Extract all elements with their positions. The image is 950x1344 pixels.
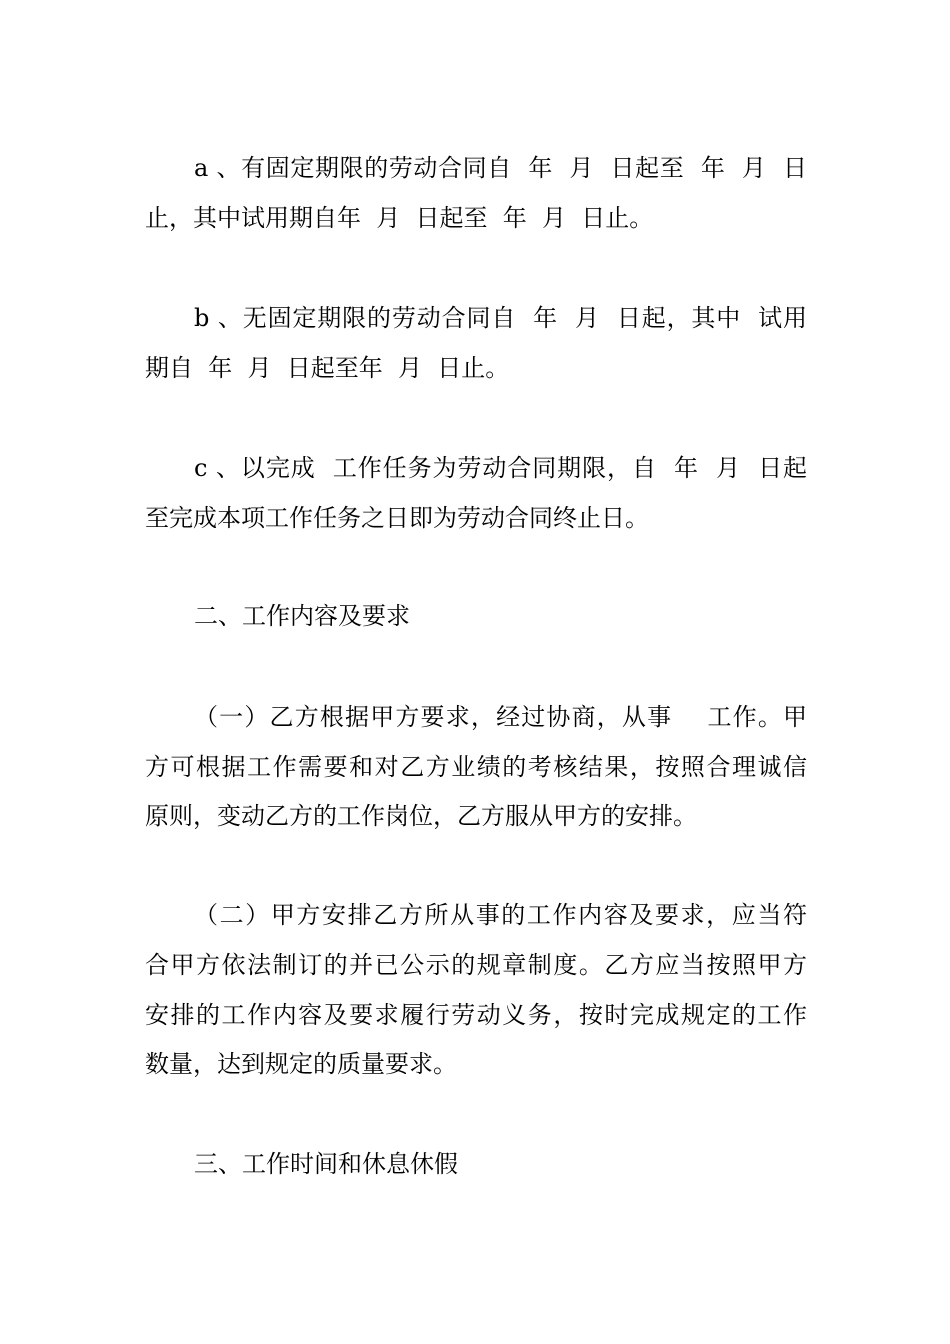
paragraph-1-line-3: 原则，变动乙方的工作岗位，乙方服从甲方的安排。 [145,802,697,830]
paragraph-2-line-2: 合甲方依法制订的并已公示的规章制度。乙方应当按照甲方 [145,951,807,979]
paragraph-c-line-2: 至完成本项工作任务之日即为劳动合同终止日。 [145,504,649,532]
paragraph-2-line-4: 数量，达到规定的质量要求。 [145,1050,457,1078]
paragraph-a-line-2: 止，其中试用期自年 月 日起至 年 月 日止。 [145,204,654,232]
paragraph-1-line-2: 方可根据工作需要和对乙方业绩的考核结果，按照合理诚信 [145,753,807,781]
paragraph-b-line-2: 期自 年 月 日起至年 月 日止。 [145,354,510,382]
section-heading-2: 二、工作内容及要求 [194,602,410,630]
paragraph-a-line-1: a 、有固定期限的劳动合同自 年 月 日起至 年 月 日 [194,154,807,182]
paragraph-2-line-1: （二）甲方安排乙方所从事的工作内容及要求，应当符 [194,901,807,929]
paragraph-b-line-1: b 、无固定期限的劳动合同自 年 月 日起，其中 试用 [194,304,807,332]
section-heading-3: 三、工作时间和休息休假 [194,1150,458,1178]
paragraph-1-line-1: （一）乙方根据甲方要求，经过协商，从事 工作。甲 [194,703,807,731]
paragraph-c-line-1: c 、以完成 工作任务为劳动合同期限，自 年 月 日起 [194,454,807,482]
paragraph-2-line-3: 安排的工作内容及要求履行劳动义务，按时完成规定的工作 [145,1001,807,1029]
